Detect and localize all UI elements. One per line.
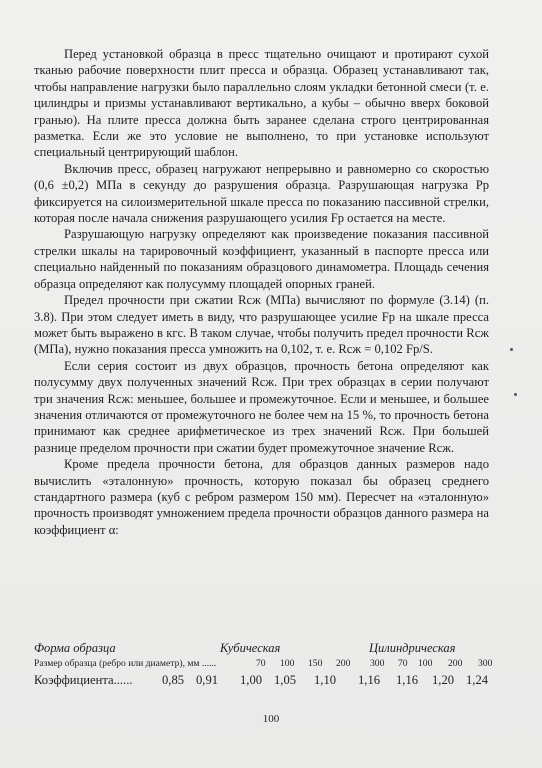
body-text [34, 46, 489, 538]
scan-speck [514, 393, 517, 396]
coef-label: Коэффициента...... [34, 673, 133, 687]
cubic-size-cell: 200 [336, 658, 351, 669]
cylinder-size-cell: 100 [418, 658, 433, 669]
sizes-label: Размер образца (ребро или диаметр), мм ...... [34, 658, 217, 669]
header-cylindrical: Цилиндрическая [369, 641, 456, 655]
cubic-coef-cell: 1,05 [274, 673, 297, 687]
header-cubic: Кубическая [220, 641, 281, 655]
cubic-coef-cell: 1,10 [314, 673, 337, 687]
cylinder-coef-cell: 1,16 [396, 673, 419, 687]
coefficient-row [34, 671, 504, 689]
cylinder-size-cell: 300 [478, 658, 493, 669]
table-header-row [34, 641, 504, 657]
sizes-row [34, 657, 504, 671]
cubic-size-cell: 300 [370, 658, 385, 669]
cylinder-coef-cell: 1,20 [432, 673, 455, 687]
paragraph-breaking-load: Разрушающую нагрузку определяют как произведение показания пассивной стрелки шкалы на тарировочный коэффициент, указанный в паспорте пресса или специально найденный по показаниям образцового динамометра. Площадь сечения образца определяют как полусумму площадей опорных граней. [34, 227, 489, 291]
cubic-size-cell: 70 [256, 658, 266, 669]
cylinder-coef-cell: 1,24 [466, 673, 489, 687]
page-number: 100 [262, 713, 280, 725]
paragraph-series: Если серия состоит из двух образцов, прочность бетона определяют как полусумму двух полученных значений Rсж. При трех образцах в серии получают три значения Rсж: меньшее, большее и промежуточное. Если и меньшее, и большее значения отличаются от промежуточного не более чем на 15 %, то прочность бетона принимают как среднее арифметическое из трех значений Rсж. При большей разнице пределом прочности при сжатии будет промежуточное значение Rсж. [34, 358, 489, 455]
cubic-coef-cell: 0,91 [196, 673, 219, 687]
cubic-coef-cell: 1,00 [240, 673, 263, 687]
coefficient-table [34, 641, 504, 689]
paragraph-reference-strength: Кроме предела прочности бетона, для образцов данных размеров надо вычислить «эталонную» прочность, которую показал бы образец среднего стандартного размера (куб с ребром размером 150 мм). Пересчет на «эталонную» прочность производят умножением предела прочности образцов данного размера на коэффициент α: [34, 457, 489, 537]
paragraph-loading: Включив пресс, образец нагружают непрерывно и равномерно со скоростью (0,6 ±0,2) МПа в секунду до разрушения образца. Разрушающая нагрузка Pр фиксируется на силоизмерительной шкале пресса по показанию пассивной стрелки, которая после начала снижения разрушающего усилия Fр остается на месте. [34, 161, 489, 226]
cylinder-size-cell: 200 [448, 658, 463, 669]
header-shape-label: Форма образца [34, 641, 116, 655]
cylinder-coef-cell: 1,16 [358, 673, 381, 687]
cubic-size-cell: 150 [308, 658, 323, 669]
cylinder-size-cell: 70 [398, 658, 408, 669]
cubic-size-cell: 100 [280, 658, 295, 669]
cubic-coef-cell: 0,85 [162, 673, 185, 687]
paragraph-strength-formula: Предел прочности при сжатии Rсж (МПа) вычисляют по формуле (3.14) (п. 3.8). При этом следует иметь в виду, что разрушающее усилие Fр на шкале пресса может быть выражено в кгс. В таком случае, чтобы получить предел прочности Rсж (МПа), нужно показания пресса умножить на 0,102, т. е. Rсж = 0,102 Fр/S. [34, 293, 489, 357]
paragraph-installation: Перед установкой образца в пресс тщательно очищают и протирают сухой тканью рабочие поверхности плит пресса и образца. Образец устанавливают так, чтобы направление нагрузки было параллельно слоям укладки бетонной смеси (т. е. цилиндры и призмы устанавливают вертикально, а кубы – обычно вверх боковой гранью). На плите пресса должна быть заранее сделана строго центрированная разметка. Если же это условие не выполнено, то при установке используют специальный центрирующий шаблон. [34, 47, 489, 160]
scan-speck [510, 348, 513, 351]
